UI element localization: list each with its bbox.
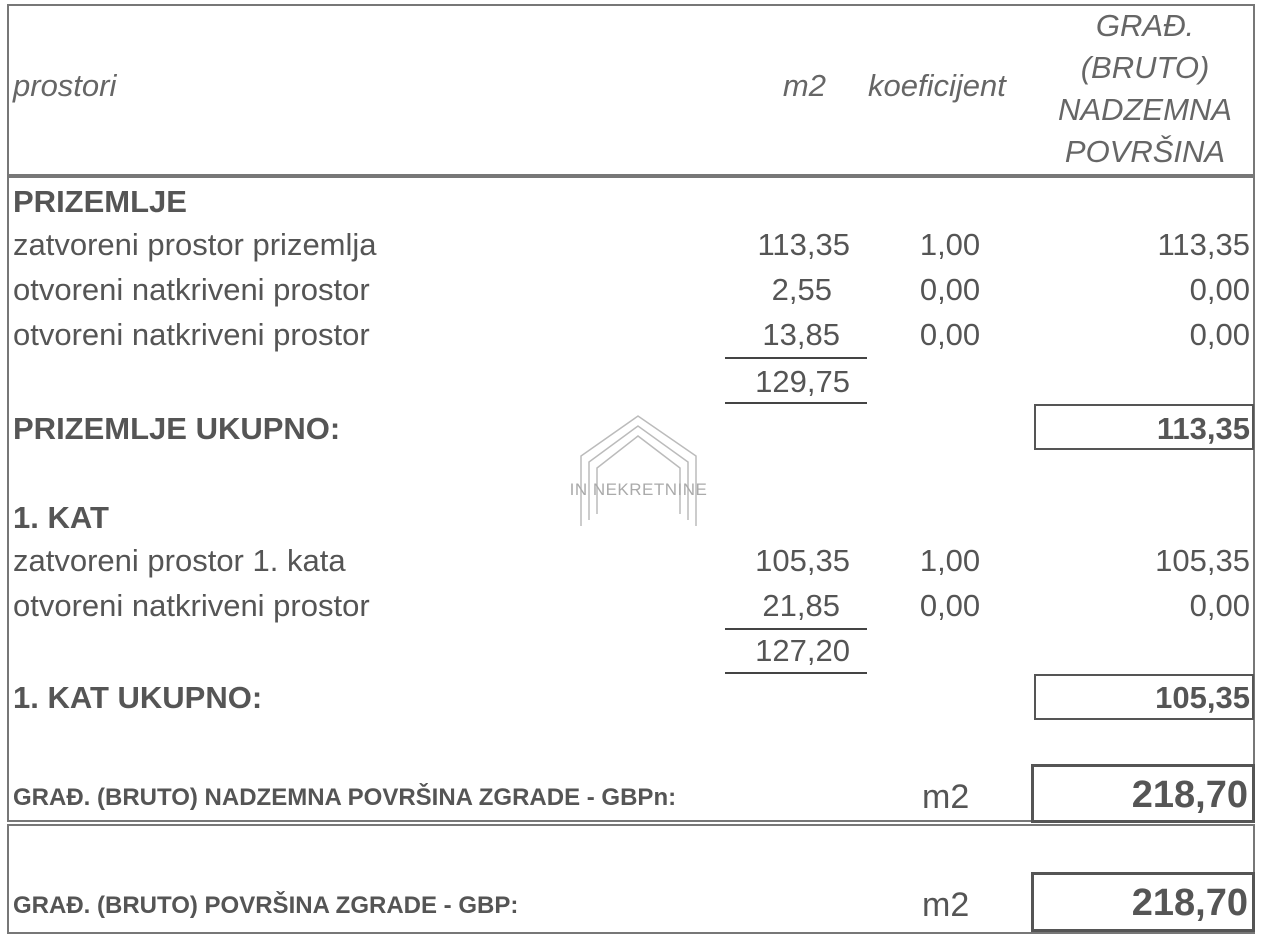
summary-gbpn-unit: m2 [922,778,970,816]
total-label-floor1: 1. KAT UKUPNO: [13,680,263,715]
watermark-house-icon [556,412,721,530]
row-coef: 1,00 [919,543,981,578]
row-m2: 113,35 [757,227,850,262]
row-coef: 0,00 [919,317,981,352]
row-gbp: 0,00 [1189,317,1250,352]
col-header-gbp-4: POVRŠINA [1064,134,1226,169]
row-coef: 1,00 [919,227,981,262]
section-title-ground: PRIZEMLJE [13,184,187,219]
subtotal-rule-top [725,357,867,359]
total-value-ground: 113,35 [1156,411,1250,446]
row-label: otvoreni natkriveni prostor [13,272,370,307]
summary-gbpn-label: GRAĐ. (BRUTO) NADZEMNA POVRŠINA ZGRADE - GBPn: [13,784,677,811]
summary-gbp-value: 218,70 [1131,882,1248,924]
col-header-gbp-1: GRAĐ. [1095,8,1195,43]
summary-gbpn-value: 218,70 [1131,774,1248,816]
row-m2: 105,35 [755,543,850,578]
section-title-floor1: 1. KAT [13,500,109,535]
subtotal-rule-bottom [725,672,867,674]
row-m2: 2,55 [771,272,832,307]
subtotal-rule-top [725,628,867,630]
col-header-m2: m2 [782,68,826,103]
subtotal-m2: 127,20 [755,633,850,668]
row-label: otvoreni natkriveni prostor [13,588,370,623]
row-label: zatvoreni prostor 1. kata [13,543,346,578]
row-coef: 0,00 [919,272,981,307]
summary-gbp-unit: m2 [922,886,970,924]
row-gbp: 113,35 [1157,227,1250,262]
summary-gbp-label: GRAĐ. (BRUTO) POVRŠINA ZGRADE - GBP: [13,892,519,919]
row-m2: 13,85 [762,317,840,352]
col-header-gbp-3: NADZEMNA [1058,92,1232,127]
row-label: otvoreni natkriveni prostor [13,317,370,352]
total-label-ground: PRIZEMLJE UKUPNO: [13,411,341,446]
col-header-space: prostori [13,68,117,103]
row-label: zatvoreni prostor prizemlja [13,227,377,262]
row-coef: 0,00 [919,588,981,623]
subtotal-m2: 129,75 [755,364,850,399]
col-header-gbp-2: (BRUTO) [1080,50,1210,85]
row-gbp: 0,00 [1189,588,1250,623]
col-header-coefficient: koeficijent [868,68,1006,103]
row-m2: 21,85 [762,588,840,623]
row-gbp: 0,00 [1189,272,1250,307]
row-gbp: 105,35 [1155,543,1250,578]
subtotal-rule-bottom [725,402,867,404]
total-value-floor1: 105,35 [1155,680,1250,715]
watermark-text: IN NEKRETNINE [569,480,708,499]
